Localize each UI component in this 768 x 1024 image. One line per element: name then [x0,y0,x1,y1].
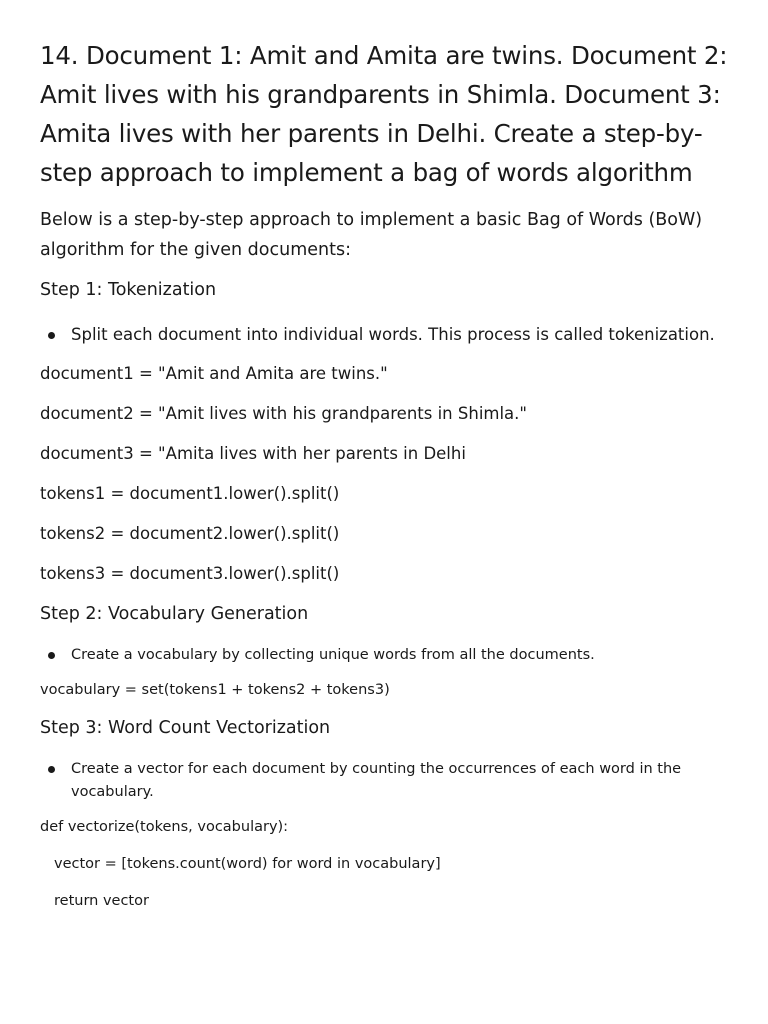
bullet-dot-icon [48,652,55,659]
code-line-document2: document2 = "Amit lives with his grandparents in Shimla." [40,404,527,423]
step1-heading: Step 1: Tokenization [40,280,217,300]
code-line-return: return vector [54,893,149,909]
code-line-vector: vector = [tokens.count(word) for word in vocabulary] [54,856,441,872]
code-line-vocabulary: vocabulary = set(tokens1 + tokens2 + tokens3) [40,682,390,698]
bullet-dot-icon [48,332,55,339]
step3-bullet-text: Create a vector for each document by counting the occurrences of each word in the vocabulary. [71,761,682,800]
step2-heading: Step 2: Vocabulary Generation [40,604,309,624]
step1-bullet [48,324,715,346]
code-line-document3: document3 = "Amita lives with her parents in Delhi [40,444,466,463]
bullet-dot-icon [48,766,55,773]
step3-bullet [48,758,691,804]
code-line-def-vectorize: def vectorize(tokens, vocabulary): [40,819,289,835]
code-line-tokens1: tokens1 = document1.lower().split() [40,484,340,503]
intro-paragraph: Below is a step-by-step approach to implement a basic Bag of Words (BoW) algorithm for the given documents: [40,210,703,260]
step2-bullet-text: Create a vocabulary by collecting unique words from all the documents. [71,647,595,663]
step3-heading: Step 3: Word Count Vectorization [40,718,331,738]
code-line-tokens3: tokens3 = document3.lower().split() [40,564,340,583]
code-line-tokens2: tokens2 = document2.lower().split() [40,524,340,543]
step2-bullet [48,645,595,665]
step1-bullet-text: Split each document into individual words. This process is called tokenization. [71,325,715,344]
question-heading: 14. Document 1: Amit and Amita are twins. Document 2: Amit lives with his grandparents in Shimla. Document 3: Amita lives with her parents in Delhi. Create a step-by-step approach to implement a bag of words algorithm [40,41,728,187]
code-line-document1: document1 = "Amit and Amita are twins." [40,364,388,383]
